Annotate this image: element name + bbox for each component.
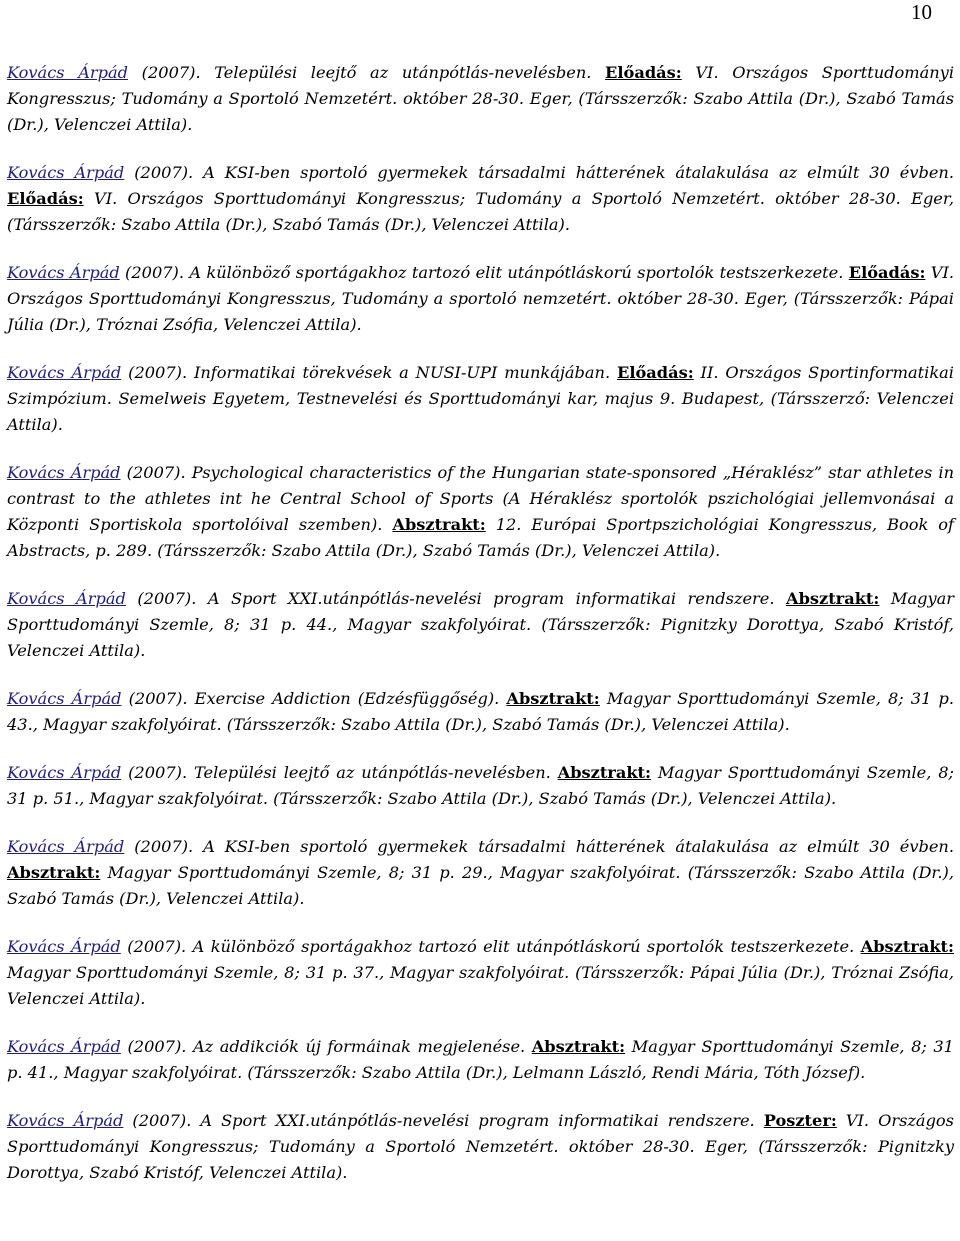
entry-details: II. Országos Sportinformatikai Szimpózium. Semelweis Egyetem, Testnevelési és Sporttudományi kar, majus 9. Budapest, (Társszerző: Velenczei Attila). — [7, 363, 954, 434]
bibliography-list — [7, 60, 954, 1208]
entry-author: Kovács Árpád — [7, 463, 121, 482]
entry-details: Magyar Sporttudományi Szemle, 8; 31 p. 29., Magyar szakfolyóirat. (Társszerzők: Szabo Attila (Dr.), Szabó Tamás (Dr.), Velenczei Attila). — [7, 863, 954, 908]
entry-title: A Sport XXI.utánpótlás-nevelési program informatikai rendszere. — [207, 589, 787, 608]
entry-author: Kovács Árpád — [7, 589, 126, 608]
entry-type-label: Előadás: — [617, 363, 694, 382]
entry-year: (2007). — [125, 589, 208, 608]
entry-year: (2007). — [124, 163, 204, 182]
entry-details: Magyar Sporttudományi Szemle, 8; 31 p. 41., Magyar szakfolyóirat. (Társszerzők: Szabo Attila (Dr.), Lelmann László, Rendi Mária, Tóth József). — [7, 1037, 954, 1082]
entry-year: (2007). — [120, 463, 192, 482]
entry-type-label: Poszter: — [763, 1111, 837, 1130]
entry-type-label: Előadás: — [605, 63, 682, 82]
entry-title: Psychological characteristics of the Hungarian state-sponsored „Héraklész” star athletes in contrast to the athletes int he Central School of Sports (A Héraklész sportolók pszichológiai jellemvonásai a Központi Sportiskola sportolóival szemben). — [7, 463, 955, 534]
entry-author: Kovács Árpád — [7, 689, 122, 708]
entry-details: VI. Országos Sporttudományi Kongresszus, Tudomány a sportoló nemzetért. október 28-30. Eger, (Társszerzők: Pápai Júlia (Dr.), Tróznai Zsófia, Velenczei Attila). — [7, 263, 954, 334]
entry-title: A Sport XXI.utánpótlás-nevelési program informatikai rendszere. — [200, 1111, 764, 1130]
entry-author: Kovács Árpád — [7, 363, 122, 382]
entry-title: A különböző sportágakhoz tartozó elit utánpótláskorú sportolók testszerkezete. — [192, 937, 861, 956]
entry-type-label: Absztrakt: — [531, 1037, 626, 1056]
page-number: 10 — [911, 0, 932, 24]
entry-details: VI. Országos Sporttudományi Kongresszus; Tudomány a Sportoló Nemzetért. október 28-30. Eger, (Társszerzők: Szabo Attila (Dr.), Szabó Tamás (Dr.), Velenczei Attila). — [7, 189, 954, 234]
entry-details: Magyar Sporttudományi Szemle, 8; 31 p. 43., Magyar szakfolyóirat. (Társszerzők: Szabo Attila (Dr.), Szabó Tamás (Dr.), Velenczei Attila). — [7, 689, 955, 734]
entry-year: (2007). — [123, 1111, 201, 1130]
entry-year: (2007). — [128, 63, 215, 82]
entry-title: Informatikai törekvések a NUSI-UPI munkájában. — [193, 363, 617, 382]
entry-title: A KSI-ben sportoló gyermekek társadalmi hátterének átalakulása az elmúlt 30 évben. — [203, 163, 955, 182]
entry-year: (2007). — [119, 263, 190, 282]
entry-author: Kovács Árpád — [7, 163, 125, 182]
entry-type-label: Absztrakt: — [506, 689, 600, 708]
bibliography-entry — [7, 760, 954, 812]
entry-details: Magyar Sporttudományi Szemle, 8; 31 p. 44., Magyar szakfolyóirat. (Társszerzők: Pignitzky Dorottya, Szabó Kristóf, Velenczei Attila). — [7, 589, 954, 660]
entry-details: 12. Európai Sportpszichológiai Kongresszus, Book of Abstracts, p. 289. (Társszerzők: Szabo Attila (Dr.), Szabó Tamás (Dr.), Velenczei Attila). — [7, 515, 955, 560]
bibliography-entry — [7, 360, 954, 438]
entry-year: (2007). — [124, 837, 204, 856]
entry-type-label: Előadás: — [7, 189, 84, 208]
entry-author: Kovács Árpád — [7, 63, 129, 82]
entry-title: A különböző sportágakhoz tartozó elit utánpótláskorú sportolók testszerkezete. — [189, 263, 849, 282]
entry-details: Magyar Sporttudományi Szemle, 8; 31 p. 51., Magyar szakfolyóirat. (Társszerzők: Szabo Attila (Dr.), Szabó Tamás (Dr.), Velenczei Attila). — [7, 763, 955, 808]
bibliography-entry — [7, 60, 954, 138]
entry-details: Magyar Sporttudományi Szemle, 8; 31 p. 37., Magyar szakfolyóirat. (Társszerzők: Pápai Júlia (Dr.), Tróznai Zsófia, Velenczei Attila). — [7, 963, 954, 1008]
entry-title: A KSI-ben sportoló gyermekek társadalmi hátterének átalakulása az elmúlt 30 évben. — [203, 837, 955, 856]
entry-title: Települési leejtő az utánpótlás-nevelésben. — [214, 63, 606, 82]
bibliography-entry — [7, 1034, 954, 1086]
entry-details: VI. Országos Sporttudományi Kongresszus; Tudomány a Sportoló Nemzetért. október 28-30. Eger, (Társszerzők: Pignitzky Dorottya, Szabó Kristóf, Velenczei Attila). — [7, 1111, 954, 1182]
entry-title: Települési leejtő az utánpótlás-nevelésben. — [193, 763, 558, 782]
entry-author: Kovács Árpád — [7, 763, 122, 782]
entry-type-label: Absztrakt: — [7, 863, 101, 882]
entry-year: (2007). — [121, 689, 195, 708]
entry-author: Kovács Árpád — [7, 263, 120, 282]
entry-title: Az addikciók új formáinak megjelenése. — [192, 1037, 532, 1056]
entry-author: Kovács Árpád — [7, 1037, 121, 1056]
entry-type-label: Absztrakt: — [557, 763, 651, 782]
entry-year: (2007). — [120, 1037, 193, 1056]
entry-title: Exercise Addiction (Edzésfüggőség). — [194, 689, 507, 708]
bibliography-entry — [7, 586, 954, 664]
bibliography-entry — [7, 460, 954, 564]
entry-author: Kovács Árpád — [7, 937, 121, 956]
entry-type-label: Absztrakt: — [860, 937, 954, 956]
entry-author: Kovács Árpád — [7, 1111, 124, 1130]
entry-author: Kovács Árpád — [7, 837, 125, 856]
entry-year: (2007). — [121, 363, 194, 382]
bibliography-entry — [7, 686, 954, 738]
entry-type-label: Absztrakt: — [392, 515, 486, 534]
bibliography-entry — [7, 934, 954, 1012]
entry-details: VI. Országos Sporttudományi Kongresszus; Tudomány a Sportoló Nemzetért. október 28-30. Eger, (Társszerzők: Szabo Attila (Dr.), Szabó Tamás (Dr.), Velenczei Attila). — [7, 63, 954, 134]
bibliography-entry — [7, 834, 954, 912]
entry-year: (2007). — [120, 937, 193, 956]
bibliography-entry — [7, 1108, 954, 1186]
entry-type-label: Absztrakt: — [786, 589, 880, 608]
bibliography-entry — [7, 160, 954, 238]
entry-type-label: Előadás: — [848, 263, 926, 282]
entry-year: (2007). — [121, 763, 194, 782]
bibliography-entry — [7, 260, 954, 338]
